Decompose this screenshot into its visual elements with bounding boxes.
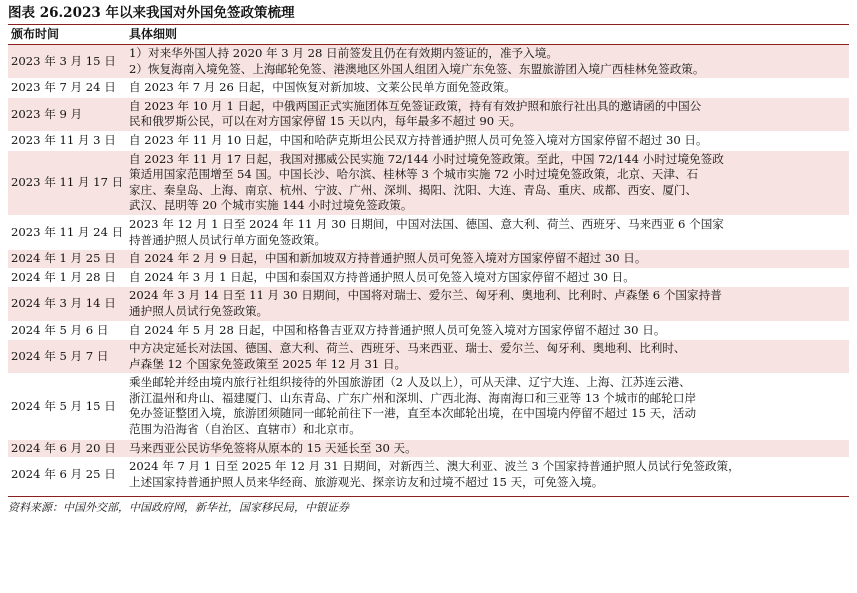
detail-line: 中方决定延长对法国、德国、意大利、荷兰、西班牙、马来西亚、瑞士、爱尔兰、匈牙利、奥地利、比利时、 [129, 341, 686, 356]
row-date: 2024 年 3 月 14 日 [8, 287, 126, 321]
detail-line: 自 2023 年 11 月 17 日起，我国对挪威公民实施 72/144 小时过境免签政策。至此，中国 72/144 小时过境免签政 [129, 151, 724, 166]
row-detail [126, 374, 849, 439]
detail-line: 武汉、昆明等 20 个城市实施 144 小时过境免签政策。 [129, 198, 413, 213]
row-detail [126, 321, 849, 340]
row-detail [126, 215, 849, 249]
table-row [8, 374, 849, 439]
detail-line: 通护照人员试行免签政策。 [129, 303, 269, 318]
detail-line: 自 2023 年 10 月 1 日起，中俄两国正式实施团体互免签证政策，持有有效护照和旅行社出具的邀请函的中国公 [129, 98, 702, 113]
table-row [8, 321, 849, 340]
table-row [8, 215, 849, 249]
detail-line: 马来西亚公民访华免签将从原本的 15 天延长至 30 天。 [129, 440, 417, 455]
row-date: 2024 年 6 月 25 日 [8, 458, 126, 492]
table-row [8, 79, 849, 98]
table-row [8, 97, 849, 131]
table-header-row [8, 25, 849, 45]
detail-line: 自 2023 年 11 月 10 日起，中国和哈萨克斯坦公民双方持普通护照人员可免签入境对方国家停留不超过 30 日。 [129, 132, 708, 147]
row-date: 2024 年 1 月 25 日 [8, 250, 126, 269]
table-body [8, 45, 849, 492]
detail-line: 2024 年 7 月 1 日至 2025 年 12 月 31 日期间，对新西兰、澳大利亚、波兰 3 个国家持普通护照人员试行免签政策， [129, 459, 740, 474]
row-date: 2023 年 7 月 24 日 [8, 79, 126, 98]
detail-line: 民和俄罗斯公民，可以在对方国家停留 15 天以内，每年最多不超过 90 天。 [129, 114, 522, 129]
row-detail [126, 287, 849, 321]
table-row [8, 340, 849, 374]
row-detail [126, 458, 849, 492]
table-row [8, 268, 849, 287]
table-row [8, 287, 849, 321]
row-date: 2024 年 5 月 15 日 [8, 374, 126, 439]
detail-line: 浙江温州和舟山、福建厦门、山东青岛、广东广州和深圳、广西北海、海南海口和三亚等 13 个城市的邮轮口岸 [129, 390, 697, 405]
table-row [8, 439, 849, 458]
detail-line: 范围为沿海省（自治区、直辖市）和北京市。 [129, 422, 361, 437]
row-date: 2024 年 1 月 28 日 [8, 268, 126, 287]
row-detail [126, 250, 849, 269]
row-detail [126, 340, 849, 374]
row-date: 2023 年 11 月 3 日 [8, 131, 126, 150]
row-date: 2024 年 5 月 6 日 [8, 321, 126, 340]
source-note: 资料来源：中国外交部，中国政府网，新华社，国家移民局，中银证券 [8, 496, 849, 515]
row-detail [126, 150, 849, 215]
detail-line: 自 2023 年 7 月 26 日起，中国恢复对新加坡、文莱公民单方面免签政策。 [129, 80, 516, 95]
row-detail [126, 45, 849, 79]
detail-line: 自 2024 年 3 月 1 日起，中国和泰国双方持普通护照人员可免签入境对方国家停留不超过 30 日。 [129, 269, 635, 284]
table-row [8, 45, 849, 79]
detail-line: 2023 年 12 月 1 日至 2024 年 11 月 30 日期间，中国对法国、德国、意大利、荷兰、西班牙、马来西亚 6 个国家 [129, 216, 724, 231]
detail-line: 2）恢复海南入境免签、上海邮轮免签、港澳地区外国人组团入境广东免签、东盟旅游团入境广西桂林免签政策。 [129, 61, 705, 76]
row-date: 2024 年 5 月 7 日 [8, 340, 126, 374]
row-date: 2024 年 6 月 20 日 [8, 439, 126, 458]
detail-line: 持普通护照人员试行单方面免签政策。 [129, 232, 327, 247]
row-detail [126, 79, 849, 98]
detail-line: 自 2024 年 5 月 28 日起，中国和格鲁吉亚双方持普通护照人员可免签入境对方国家停留不超过 30 日。 [129, 322, 666, 337]
row-date: 2023 年 11 月 24 日 [8, 215, 126, 249]
detail-line: 1）对来华外国人持 2020 年 3 月 28 日前签发且仍在有效期内签证的，准予入境。 [129, 46, 558, 60]
table-row [8, 131, 849, 150]
table-row [8, 150, 849, 215]
detail-line: 2024 年 3 月 14 日至 11 月 30 日期间，中国将对瑞士、爱尔兰、匈牙利、奥地利、比利时、卢森堡 6 个国家持普 [129, 288, 722, 303]
detail-line: 家庄、秦皇岛、上海、南京、杭州、宁波、广州、深圳、揭阳、沈阳、大连、青岛、重庆、成都、西安、厦门、 [129, 182, 698, 197]
policy-table [8, 25, 849, 492]
table-row [8, 458, 849, 492]
row-detail [126, 131, 849, 150]
detail-line: 乘坐邮轮并经由境内旅行社组织接待的外国旅游团（2 人及以上），可从天津、辽宁大连、上海、江苏连云港、 [129, 375, 691, 390]
row-date: 2023 年 11 月 17 日 [8, 150, 126, 215]
row-date: 2023 年 9 月 [8, 97, 126, 131]
detail-line: 上述国家持普通护照人员来华经商、旅游观光、探亲访友和过境不超过 15 天，可免签入境。 [129, 474, 604, 489]
detail-line: 卢森堡 12 个国家免签政策至 2025 年 12 月 31 日。 [129, 356, 407, 371]
table-row [8, 250, 849, 269]
detail-line: 免办签证整团入境，旅游团须随同一邮轮前往下一港，直至本次邮轮出境，在中国境内停留不超过 15 天，活动 [129, 406, 697, 421]
detail-line: 策适用国家范围增至 54 国。中国长沙、哈尔滨、桂林等 3 个城市实施 72 小时过境免签政策，北京、天津、石 [129, 167, 699, 182]
row-date: 2023 年 3 月 15 日 [8, 45, 126, 79]
header-detail: 具体细则 [126, 25, 849, 45]
figure-title: 图表 26.2023 年以来我国对外国免签政策梳理 [8, 2, 849, 25]
row-detail [126, 268, 849, 287]
header-date: 颁布时间 [8, 25, 126, 45]
row-detail [126, 97, 849, 131]
detail-line: 自 2024 年 2 月 9 日起，中国和新加坡双方持普通护照人员可免签入境对方国家停留不超过 30 日。 [129, 251, 647, 266]
row-detail [126, 439, 849, 458]
